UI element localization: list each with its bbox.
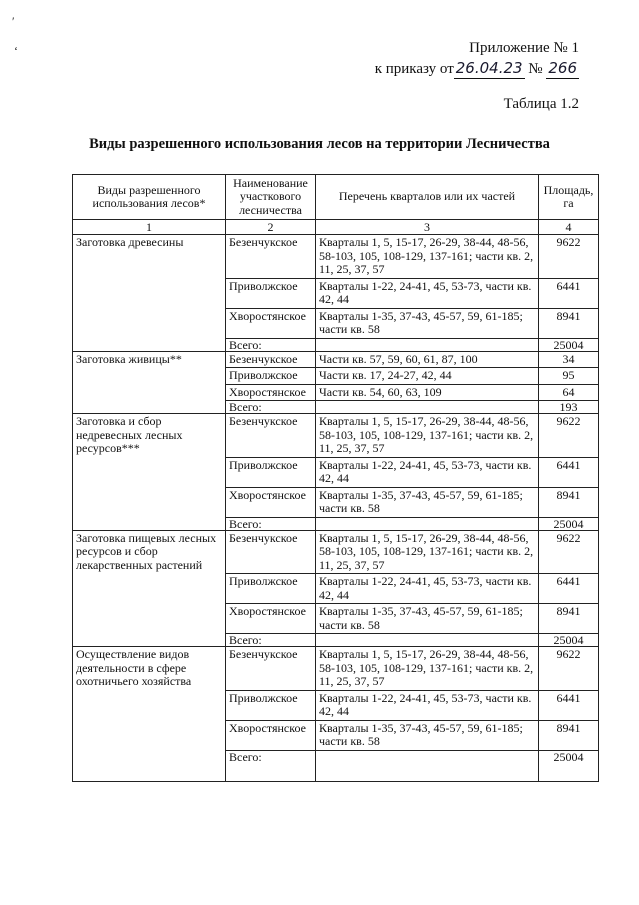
order-prefix: к приказу от [374,61,454,77]
area-cell: 8941 [539,604,599,634]
area-cell: 8941 [539,487,599,517]
district-cell: Безенчукское [226,530,316,574]
empty-cell [316,517,539,530]
column-number: 3 [316,220,539,235]
district-cell: Хворостянское [226,604,316,634]
empty-cell [316,401,539,414]
quarters-cell: Кварталы 1-22, 24-41, 45, 53-73, части кв. 42, 44 [316,457,539,487]
district-cell: Приволжское [226,574,316,604]
appendix-header [375,38,579,79]
area-cell: 9622 [539,647,599,691]
order-number-handwritten: 266 [548,59,577,77]
total-label: Всего: [226,338,316,351]
forest-use-table [72,174,599,782]
table-row [73,414,599,458]
order-number-label: № [528,61,543,77]
area-cell: 9622 [539,530,599,574]
column-header: Перечень кварталов или их частей [316,175,539,220]
use-type-cell: Заготовка пищевых лесных ресурсов и сбор лекарственных растений [73,530,226,647]
district-cell: Приволжское [226,690,316,720]
quarters-cell: Части кв. 57, 59, 60, 61, 87, 100 [316,351,539,368]
total-area-cell: 25004 [539,750,599,781]
area-cell: 9622 [539,235,599,279]
table-row [73,647,599,691]
table-number: Таблица 1.2 [503,96,579,112]
margin-mark: ʻ [14,44,18,58]
district-cell: Безенчукское [226,351,316,368]
area-cell: 8941 [539,308,599,338]
district-cell: Хворостянское [226,487,316,517]
column-number-row [73,220,599,235]
use-type-cell: Заготовка живицы** [73,351,226,414]
area-cell: 95 [539,368,599,385]
total-area-cell: 25004 [539,338,599,351]
document-title: Виды разрешенного использования лесов на территории Лесничества [89,136,550,152]
column-number: 2 [226,220,316,235]
quarters-cell: Кварталы 1-35, 37-43, 45-57, 59, 61-185; части кв. 58 [316,604,539,634]
total-area-cell: 25004 [539,634,599,647]
district-cell: Безенчукское [226,235,316,279]
margin-mark: ′ [12,14,15,28]
table-header-row [73,175,599,220]
order-date-handwritten: 26.04.23 [455,59,523,77]
column-number: 1 [73,220,226,235]
empty-cell [316,750,539,781]
quarters-cell: Кварталы 1-22, 24-41, 45, 53-73, части кв. 42, 44 [316,574,539,604]
district-cell: Безенчукское [226,414,316,458]
quarters-cell: Кварталы 1-22, 24-41, 45, 53-73, части кв. 42, 44 [316,690,539,720]
area-cell: 8941 [539,720,599,750]
column-header: Виды разрешенного использования лесов* [73,175,226,220]
area-cell: 6441 [539,457,599,487]
quarters-cell: Кварталы 1, 5, 15-17, 26-29, 38-44, 48-56, 58-103, 105, 108-129, 137-161; части кв. 2, 11, 25, 37, 57 [316,647,539,691]
use-type-cell: Осуществление видов деятельности в сфере охотничьего хозяйства [73,647,226,782]
area-cell: 6441 [539,690,599,720]
district-cell: Хворостянское [226,308,316,338]
empty-cell [316,634,539,647]
empty-cell [316,338,539,351]
district-cell: Безенчукское [226,647,316,691]
area-cell: 9622 [539,414,599,458]
table-row [73,235,599,279]
total-label: Всего: [226,750,316,781]
quarters-cell: Кварталы 1-35, 37-43, 45-57, 59, 61-185; части кв. 58 [316,720,539,750]
column-number: 4 [539,220,599,235]
district-cell: Хворостянское [226,384,316,401]
table-row [73,351,599,368]
quarters-cell: Части кв. 54, 60, 63, 109 [316,384,539,401]
district-cell: Приволжское [226,368,316,385]
order-reference [375,58,579,79]
district-cell: Приволжское [226,457,316,487]
quarters-cell: Кварталы 1, 5, 15-17, 26-29, 38-44, 48-56, 58-103, 105, 108-129, 137-161; части кв. 2, 11, 25, 37, 57 [316,235,539,279]
total-area-cell: 25004 [539,517,599,530]
area-cell: 34 [539,351,599,368]
table-row [73,530,599,574]
appendix-label: Приложение № 1 [469,40,579,56]
quarters-cell: Кварталы 1-35, 37-43, 45-57, 59, 61-185; части кв. 58 [316,308,539,338]
use-type-cell: Заготовка древесины [73,235,226,352]
total-label: Всего: [226,634,316,647]
district-cell: Хворостянское [226,720,316,750]
quarters-cell: Части кв. 17, 24-27, 42, 44 [316,368,539,385]
column-header: Площадь, га [539,175,599,220]
quarters-cell: Кварталы 1, 5, 15-17, 26-29, 38-44, 48-56, 58-103, 105, 108-129, 137-161; части кв. 2, 11, 25, 37, 57 [316,414,539,458]
area-cell: 6441 [539,278,599,308]
quarters-cell: Кварталы 1-22, 24-41, 45, 53-73, части кв. 42, 44 [316,278,539,308]
table-body [73,235,599,782]
district-cell: Приволжское [226,278,316,308]
total-label: Всего: [226,401,316,414]
use-type-cell: Заготовка и сбор недревесных лесных ресурсов*** [73,414,226,531]
quarters-cell: Кварталы 1, 5, 15-17, 26-29, 38-44, 48-56, 58-103, 105, 108-129, 137-161; части кв. 2, 11, 25, 37, 57 [316,530,539,574]
quarters-cell: Кварталы 1-35, 37-43, 45-57, 59, 61-185; части кв. 58 [316,487,539,517]
area-cell: 64 [539,384,599,401]
total-area-cell: 193 [539,401,599,414]
total-label: Всего: [226,517,316,530]
area-cell: 6441 [539,574,599,604]
column-header: Наименование участкового лесничества [226,175,316,220]
